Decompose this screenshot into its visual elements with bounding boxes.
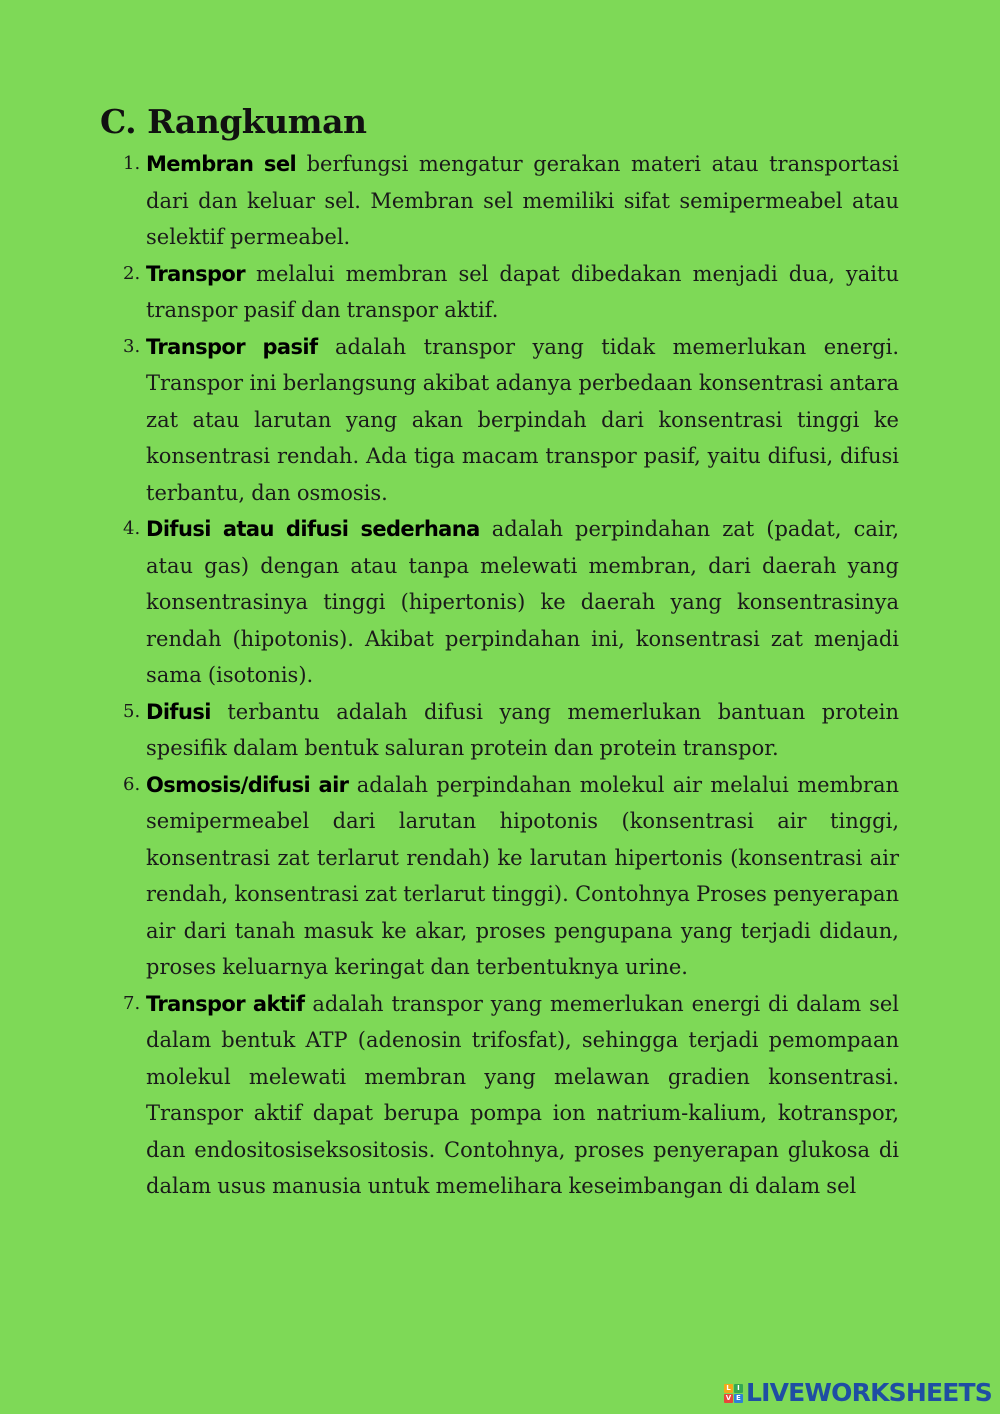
logo-block: L: [724, 1384, 733, 1393]
item-term: Transpor: [146, 261, 246, 286]
list-item: [0, 767, 1000, 986]
item-text: berfungsi mengatur gerakan materi atau transportasi dari dan keluar sel. Membran sel memiliki sifat semipermeabel atau selektif permeabel.: [146, 152, 899, 249]
item-term: Difusi atau difusi sederhana: [146, 517, 480, 541]
logo-block: V: [725, 1393, 732, 1402]
liveworksheets-logo-icon: [724, 1384, 743, 1403]
item-text: melalui membran sel dapat dibedakan menjadi dua, yaitu transpor pasif dan transpor aktif.: [146, 261, 899, 322]
liveworksheets-watermark: [724, 1378, 992, 1408]
item-term: Membran sel: [146, 152, 297, 176]
list-item: [0, 329, 1000, 512]
item-body: [146, 256, 899, 329]
item-term: Difusi: [146, 699, 211, 724]
logo-block: I: [734, 1384, 743, 1393]
item-body: [146, 329, 899, 512]
item-term: Transpor pasif: [146, 334, 318, 359]
item-text: adalah transpor yang memerlukan energi di dalam sel dalam bentuk ATP (adenosin trifosfat), sehingga terjadi pemompaan molekul melewati membran yang melawan gradien konsentrasi. Transpor aktif dapat berupa pompa ion natrium-kalium, kotranspor, dan endositosiseksositosis. Contohnya, proses penyerapan glukosa di dalam usus manusia untuk memelihara keseimbangan di dalam sel: [146, 991, 899, 1198]
list-item: [0, 986, 1000, 1205]
item-number: 2.: [123, 262, 141, 284]
item-number: 1.: [123, 153, 141, 174]
item-number: 3.: [123, 335, 141, 357]
item-text: adalah perpindahan zat (padat, cair, atau gas) dengan atau tanpa melewati membran, dari daerah yang konsentrasinya tinggi (hipertonis) ke daerah yang konsentrasinya rendah (hipotonis). Akibat perpindahan ini, konsentrasi zat menjadi sama (isotonis).: [146, 517, 899, 687]
item-number: 6.: [123, 773, 141, 795]
item-body: [146, 767, 899, 986]
item-text: terbantu adalah difusi yang memerlukan bantuan protein spesifik dalam bentuk saluran protein dan protein transpor.: [146, 699, 899, 760]
item-number: 4.: [123, 518, 141, 539]
item-body: [146, 146, 899, 256]
watermark-text: LIVEWORKSHEETS: [745, 1378, 992, 1407]
item-text: adalah perpindahan molekul air melalui membran semipermeabel dari larutan hipotonis (konsentrasi air tinggi, konsentrasi zat terlarut rendah) ke larutan hipertonis (konsentrasi air rendah, konsentrasi zat terlarut tinggi). Contohnya Proses penyerapan air dari tanah masuk ke akar, proses pengupana yang terjadi didaun, proses keluarnya keringat dan terbentuknya urine.: [146, 772, 899, 979]
logo-block: E: [734, 1394, 743, 1403]
item-body: [146, 511, 899, 694]
page-title: C. Rangkuman: [100, 102, 367, 141]
item-body: [146, 694, 899, 767]
item-term: Transpor aktif: [146, 991, 305, 1016]
list-item: [0, 256, 1000, 329]
item-term: Osmosis/difusi air: [146, 772, 349, 797]
item-text: adalah transpor yang tidak memerlukan energi. Transpor ini berlangsung akibat adanya perbedaan konsentrasi antara zat atau larutan yang akan berpindah dari konsentrasi tinggi ke konsentrasi rendah. Ada tiga macam transpor pasif, yaitu difusi, difusi terbantu, dan osmosis.: [146, 334, 899, 505]
summary-list: [0, 146, 1000, 1205]
item-body: [146, 986, 899, 1205]
list-item: [0, 694, 1000, 767]
list-item: [0, 146, 1000, 256]
list-item: [0, 511, 1000, 694]
item-number: 7.: [123, 992, 141, 1014]
item-number: 5.: [123, 700, 141, 722]
